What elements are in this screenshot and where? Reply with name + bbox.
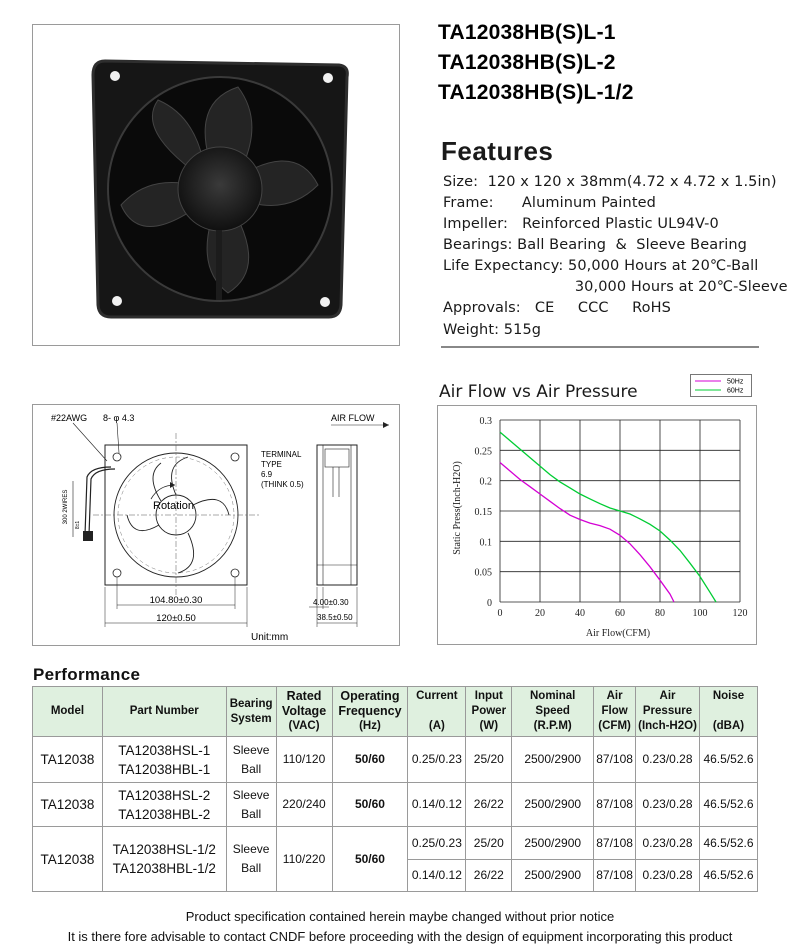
feature-size: Size: 120 x 120 x 38mm(4.72 x 4.72 x 1.5in) (443, 174, 777, 190)
cell-voltage: 220/240 (276, 783, 332, 827)
rotation-label: Rotation (153, 500, 194, 512)
cell-bearing: Sleeve Ball (226, 827, 276, 892)
performance-heading: Performance (33, 665, 141, 684)
feature-life-ball: Life Expectancy: 50,000 Hours at 20℃-Ball (443, 258, 759, 274)
table-row (33, 783, 758, 827)
cell-pressure: 0.23/0.28 (636, 783, 700, 827)
chart-x-tick-label: 60 (615, 608, 625, 619)
feature-impeller: Impeller: Reinforced Plastic UL94V-0 (443, 216, 719, 232)
model-titles (438, 18, 634, 108)
terminal-line-2: TYPE (261, 460, 282, 469)
cell-part-number: TA12038HSL-2 TA12038HBL-2 (102, 783, 226, 827)
fan-illustration (33, 25, 399, 345)
cell-current: 0.25/0.23 (408, 827, 466, 860)
cell-power: 26/22 (466, 783, 512, 827)
cell-pressure: 0.23/0.28 (636, 860, 700, 892)
chart-x-tick-label: 80 (655, 608, 665, 619)
legend-label-50hz: 50Hz (727, 378, 744, 386)
header-speed: Nominal Speed (R.P.M) (512, 687, 594, 737)
model-title-3: TA12038HB(S)L-1/2 (438, 81, 634, 104)
chart-ylabel: Static Press(Inch-H2O) (452, 461, 463, 555)
dim-side-b-label: 38.5±0.50 (317, 613, 353, 622)
technical-drawing (32, 404, 400, 646)
header-noise: Noise (dBA) (699, 687, 757, 737)
wires-dim-label: 8±1 (75, 520, 81, 530)
header-current: Current (A) (408, 687, 466, 737)
holes-label: 8- φ 4.3 (103, 413, 135, 423)
cell-current: 0.14/0.12 (408, 783, 466, 827)
cell-frequency: 50/60 (332, 783, 408, 827)
feature-life-sleeve: 30,000 Hours at 20℃-Sleeve (443, 279, 788, 295)
chart-legend (690, 374, 752, 397)
cell-pressure: 0.23/0.28 (636, 737, 700, 783)
chart-series-line-60hz (500, 432, 716, 602)
chart-series-line-50hz (500, 463, 674, 603)
chart-y-tick-label: 0.2 (479, 476, 492, 488)
product-photo (32, 24, 400, 346)
performance-header-row (33, 687, 758, 737)
cell-speed: 2500/2900 (512, 737, 594, 783)
dim-inner-label: 104.80±0.30 (149, 595, 203, 606)
cell-voltage: 110/120 (276, 737, 332, 783)
terminal-line-4: (THINK 0.5) (261, 480, 304, 489)
cell-part-number: TA12038HSL-1 TA12038HBL-1 (102, 737, 226, 783)
airflow-chart (437, 405, 757, 645)
cell-bearing: Sleeve Ball (226, 783, 276, 827)
header-model: Model (33, 687, 103, 737)
cell-pressure: 0.23/0.28 (636, 827, 700, 860)
chart-x-tick-label: 40 (575, 608, 585, 619)
cell-power: 25/20 (466, 827, 512, 860)
cell-current: 0.25/0.23 (408, 737, 466, 783)
airflow-label: AIR FLOW (331, 413, 375, 423)
wires-label: 300 2WIRES (63, 489, 69, 525)
cell-power: 26/22 (466, 860, 512, 892)
chart-y-tick-label: 0.1 (479, 537, 492, 549)
table-row (33, 827, 758, 860)
cell-bearing: Sleeve Ball (226, 737, 276, 783)
cell-airflow: 87/108 (594, 827, 636, 860)
model-title-1: TA12038HB(S)L-1 (438, 21, 616, 44)
header-pressure: Air Pressure (Inch-H2O) (636, 687, 700, 737)
chart-y-tick-label: 0.05 (474, 567, 492, 579)
cell-noise: 46.5/52.6 (699, 783, 757, 827)
cell-voltage: 110/220 (276, 827, 332, 892)
dim-outer-label: 120±0.50 (156, 613, 196, 624)
chart-title: Air Flow vs Air Pressure (439, 382, 638, 402)
model-title-2: TA12038HB(S)L-2 (438, 51, 616, 74)
cell-airflow: 87/108 (594, 783, 636, 827)
awg-label: #22AWG (51, 413, 88, 423)
header-frequency: Operating Frequency (Hz) (332, 687, 408, 737)
feature-weight: Weight: 515g (443, 322, 542, 338)
cell-frequency: 50/60 (332, 737, 408, 783)
cell-speed: 2500/2900 (512, 860, 594, 892)
legend-label-60hz: 60Hz (727, 387, 744, 395)
footer-notice-2: It is there fore advisable to contact CNDF before proceeding with the design of equipment incorporating this product (67, 929, 733, 944)
header-bearing: Bearing System (226, 687, 276, 737)
cell-noise: 46.5/52.6 (699, 827, 757, 860)
chart-x-tick-label: 0 (497, 608, 503, 619)
features-divider (441, 346, 759, 348)
dim-side-a-label: 4.00±0.30 (313, 598, 349, 607)
cell-model: TA12038 (33, 827, 103, 892)
chart-y-tick-label: 0.15 (474, 507, 492, 518)
terminal-line-3: 6.9 (261, 470, 273, 479)
cell-frequency: 50/60 (332, 827, 408, 892)
chart-x-tick-label: 20 (535, 608, 545, 619)
table-row (33, 737, 758, 783)
cell-noise: 46.5/52.6 (699, 860, 757, 892)
performance-table (32, 686, 758, 892)
drawing-svg (33, 405, 399, 645)
cell-model: TA12038 (33, 783, 103, 827)
chart-xlabel: Air Flow(CFM) (585, 628, 651, 639)
unit-label: Unit:mm (251, 632, 289, 643)
chart-x-tick-label: 100 (692, 608, 708, 619)
header-part-number: Part Number (102, 687, 226, 737)
cell-current: 0.14/0.12 (408, 860, 466, 892)
terminal-line-1: TERMINAL (261, 450, 302, 459)
header-voltage: Rated Voltage (VAC) (276, 687, 332, 737)
cell-noise: 46.5/52.6 (699, 737, 757, 783)
feature-bearings: Bearings: Ball Bearing & Sleeve Bearing (443, 237, 747, 253)
features-heading: Features (441, 136, 554, 166)
chart-svg (438, 406, 756, 644)
chart-x-tick-label: 120 (732, 608, 748, 619)
chart-y-tick-label: 0 (487, 598, 492, 609)
cell-speed: 2500/2900 (512, 783, 594, 827)
chart-y-tick-label: 0.3 (479, 416, 492, 427)
chart-y-tick-label: 0.25 (474, 446, 492, 458)
feature-frame: Frame: Aluminum Painted (443, 195, 656, 211)
cell-model: TA12038 (33, 737, 103, 783)
cell-airflow: 87/108 (594, 737, 636, 783)
header-airflow: Air Flow (CFM) (594, 687, 636, 737)
cell-part-number: TA12038HSL-1/2 TA12038HBL-1/2 (102, 827, 226, 892)
footer-notice-1: Product specification contained herein maybe changed without prior notice (185, 909, 615, 924)
header-power: Input Power (W) (466, 687, 512, 737)
feature-approvals: Approvals: CE CCC RoHS (443, 300, 671, 316)
cell-power: 25/20 (466, 737, 512, 783)
cell-airflow: 87/108 (594, 860, 636, 892)
cell-speed: 2500/2900 (512, 827, 594, 860)
